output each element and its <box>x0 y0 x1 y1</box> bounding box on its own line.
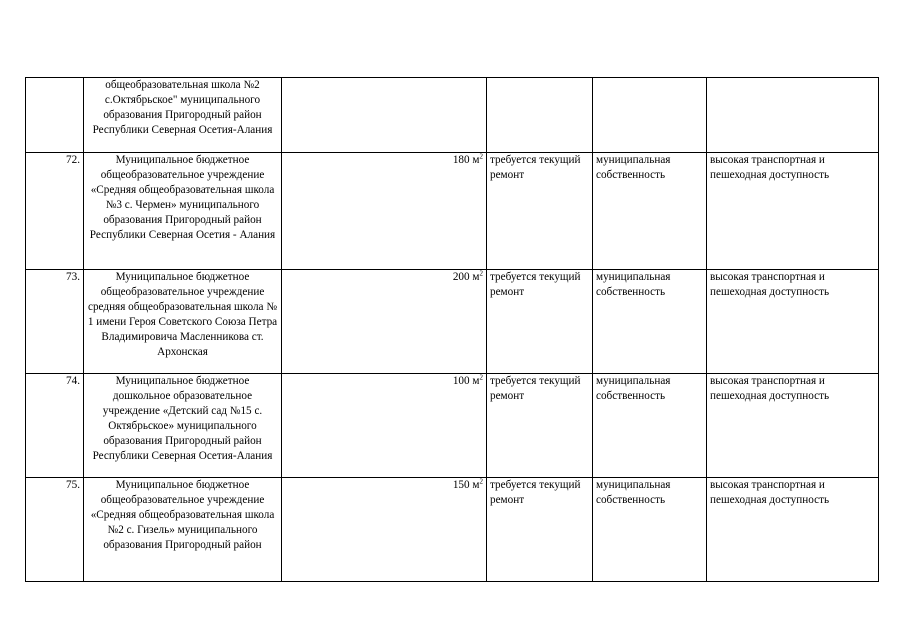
table-row <box>26 374 879 478</box>
repair-status: требуется текущий ремонт <box>487 478 593 582</box>
area-exponent: 2 <box>479 477 483 486</box>
ownership: муниципальная собственность <box>593 153 707 270</box>
accessibility: высокая транспортная и пешеходная доступность <box>707 153 879 270</box>
ownership: муниципальная собственность <box>593 478 707 582</box>
area-cell <box>282 270 487 374</box>
ownership: муниципальная собственность <box>593 374 707 478</box>
area-value: 150 м <box>452 479 480 491</box>
property-table <box>25 77 879 582</box>
repair-status: требуется текущий ремонт <box>487 153 593 270</box>
table-row <box>26 78 879 153</box>
row-number <box>26 78 84 153</box>
area-cell <box>282 153 487 270</box>
row-number: 73. <box>26 270 84 374</box>
area-exponent: 2 <box>479 152 483 161</box>
institution-name: Муниципальное бюджетное общеобразовательное учреждение «Средняя общеобразовательная школа №2 с. Гизель» муниципального образования Пригородный район <box>84 478 282 582</box>
area-cell <box>282 374 487 478</box>
institution-name: Муниципальное бюджетное общеобразовательное учреждение средняя общеобразовательная школа № 1 имени Героя Советского Союза Петра Владимировича Масленникова ст. Архонская <box>84 270 282 374</box>
accessibility <box>707 78 879 153</box>
row-number: 75. <box>26 478 84 582</box>
area-cell <box>282 478 487 582</box>
area-cell <box>282 78 487 153</box>
area-value: 100 м <box>452 375 480 387</box>
accessibility: высокая транспортная и пешеходная доступность <box>707 374 879 478</box>
accessibility: высокая транспортная и пешеходная доступность <box>707 270 879 374</box>
institution-name: общеобразовательная школа №2 с.Октябрьское" муниципального образования Пригородный район Республики Северная Осетия-Алания <box>84 78 282 153</box>
area-value: 180 м <box>452 154 480 166</box>
table-row <box>26 153 879 270</box>
table-row <box>26 478 879 582</box>
row-number: 74. <box>26 374 84 478</box>
institution-name: Муниципальное бюджетное общеобразовательное учреждение «Средняя общеобразовательная школа №3 с. Чермен» муниципального образования Пригородный район Республики Северная Осетия - Алания <box>84 153 282 270</box>
repair-status: требуется текущий ремонт <box>487 270 593 374</box>
area-exponent: 2 <box>479 373 483 382</box>
ownership: муниципальная собственность <box>593 270 707 374</box>
repair-status <box>487 78 593 153</box>
row-number: 72. <box>26 153 84 270</box>
accessibility: высокая транспортная и пешеходная доступность <box>707 478 879 582</box>
repair-status: требуется текущий ремонт <box>487 374 593 478</box>
ownership <box>593 78 707 153</box>
area-value: 200 м <box>452 271 480 283</box>
table-row <box>26 270 879 374</box>
area-exponent: 2 <box>479 269 483 278</box>
institution-name: Муниципальное бюджетное дошкольное образовательное учреждение «Детский сад №15 с. Октябрьское» муниципального образования Пригородный район Республики Северная Осетия-Алания <box>84 374 282 478</box>
